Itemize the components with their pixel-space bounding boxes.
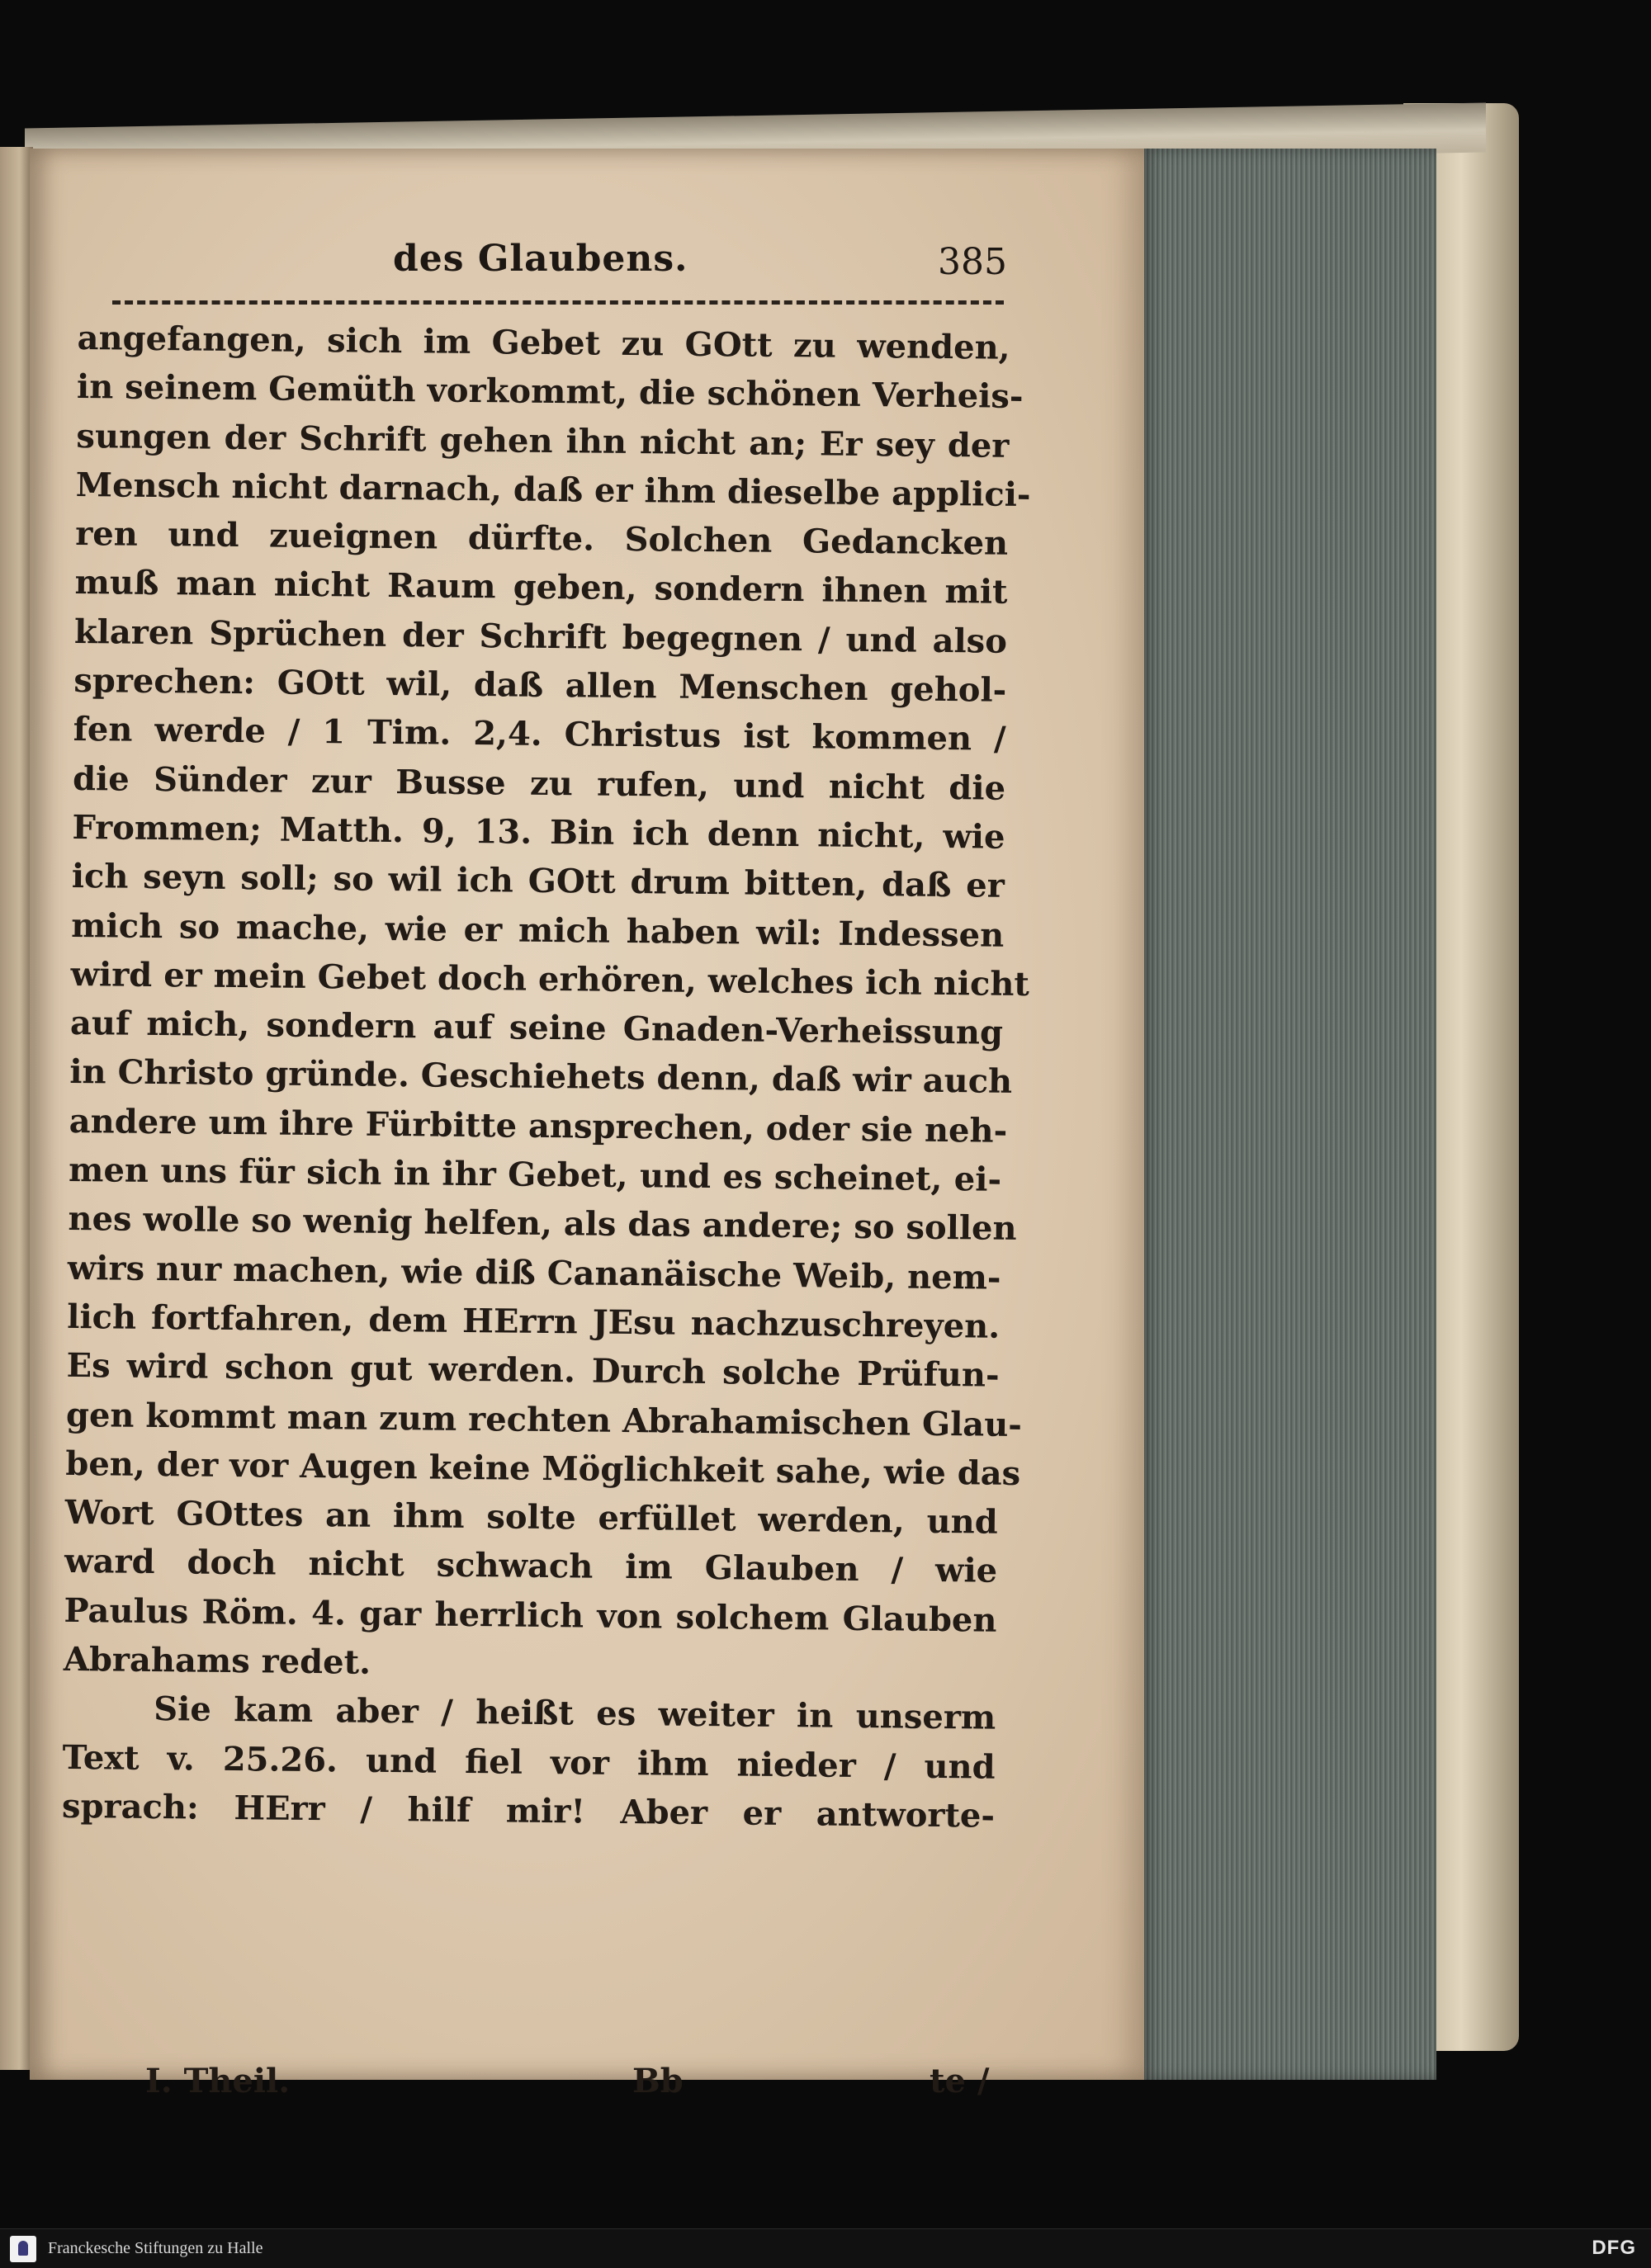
catchword: te / <box>930 2062 990 2100</box>
text-line: muß man nicht Raum geben, sondern ihnen mit <box>74 563 1008 612</box>
institution-logo-icon[interactable] <box>10 2236 36 2262</box>
text-line: sungen der Schrift gehen ihn nicht an; Er sey der <box>76 416 1010 465</box>
text-line: Mensch nicht darnach, daß er ihm dieselbe applici- <box>75 465 1031 514</box>
text-line: Frommen; Matth. 9, 13. Bin ich denn nicht, wie <box>72 807 1005 857</box>
page-footer <box>145 2062 1004 2111</box>
text-line: fen werde / 1 Tim. 2,4. Christus ist kommen / <box>73 710 1006 759</box>
page-block-edge <box>1139 149 1436 2080</box>
dfg-logo[interactable]: DFG <box>1592 2237 1636 2259</box>
text-line: wirs nur machen, wie diß Cananäische Weib, nem- <box>67 1248 1001 1297</box>
text-line: men uns für sich in ihr Gebet, und es scheinet, ei- <box>68 1150 1002 1199</box>
header-rule <box>112 300 1004 305</box>
text-line: angefangen, sich im Gebet zu GOtt zu wenden, <box>77 318 1010 367</box>
text-line: klaren Sprüchen der Schrift begegnen / und also <box>73 612 1008 661</box>
text-line: mich so mache, wie er mich haben wil: Indessen <box>70 905 1005 955</box>
institution-name: Franckesche Stiftungen zu Halle <box>48 2239 263 2257</box>
text-line: Text v. 25.26. und fiel vor ihm nieder / und <box>62 1737 996 1787</box>
text-line: gen kommt man zum rechten Abrahamischen Glau- <box>65 1395 1023 1444</box>
text-line: lich fortfahren, dem HErrn JEsu nachzuschreyen. <box>67 1297 1001 1346</box>
text-line: in Christo gründe. Geschiehets denn, daß wir auch <box>69 1052 1013 1102</box>
text-line: auf mich, sondern auf seine Gnaden-Verheissung <box>69 1004 1004 1052</box>
page-number: 385 <box>938 241 1007 283</box>
text-line: Wort GOttes an ihm solte erfüllet werden, und <box>64 1493 998 1542</box>
text-line: ich seyn soll; so wil ich GOtt drum bitten, daß er <box>71 857 1005 906</box>
text-line: andere um ihre Fürbitte ansprechen, oder sie neh- <box>69 1101 1008 1151</box>
text-line: Es wird schon gut werden. Durch solche Prüfun- <box>66 1346 1000 1395</box>
gathering-mark: Bb <box>632 2062 684 2100</box>
text-line: nes wolle so wenig helfen, als das andere; so sollen <box>68 1199 1017 1249</box>
viewer-footer-bar <box>0 2228 1651 2268</box>
book-page <box>30 149 1144 2100</box>
text-line: ren und zueignen dürfte. Solchen Gedancken <box>74 514 1009 564</box>
text-line: die Sünder zur Busse zu rufen, und nicht die <box>72 758 1006 808</box>
running-title: des Glaubens. <box>393 238 688 280</box>
volume-signature: I. Theil. <box>145 2062 291 2100</box>
text-line: in seinem Gemüth vorkommt, die schönen Verheis- <box>76 367 1024 417</box>
text-line: Paulus Röm. 4. gar herrlich von solchem Glauben <box>64 1590 997 1640</box>
page-header <box>112 238 1053 295</box>
text-line: ben, der vor Augen keine Möglichkeit sahe, wie das <box>65 1443 1021 1493</box>
text-line: wird er mein Gebet doch erhören, welches ich nicht <box>70 954 1030 1004</box>
text-line: sprach: HErr / hilf mir! Aber er antworte- <box>61 1786 996 1836</box>
facing-page-edge <box>0 147 33 2070</box>
text-line-paragraph-end: Abrahams redet. <box>63 1639 371 1682</box>
body-text <box>61 314 1031 1840</box>
text-line: ward doch nicht schwach im Glauben / wie <box>64 1542 998 1591</box>
text-line: sprechen: GOtt wil, daß allen Menschen gehol- <box>73 661 1007 710</box>
text-line-paragraph-start: Sie kam aber / heißt es weiter in unserm <box>154 1689 996 1738</box>
